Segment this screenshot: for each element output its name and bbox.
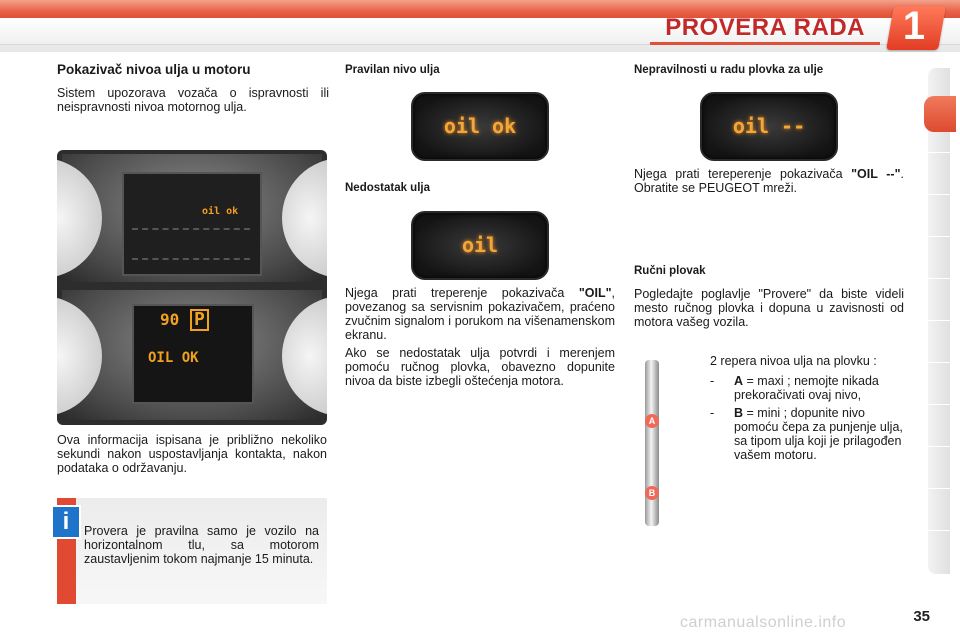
tab-separator — [928, 194, 950, 195]
dipstick-text: Pogledajte poglavlje "Provere" da biste videli mesto ručnog plovka i dopuna u zavisnosti od motora vašeg vozila. — [634, 287, 904, 329]
tab-separator — [928, 320, 950, 321]
level-b-letter: B — [734, 406, 744, 420]
fault-text — [634, 167, 904, 195]
title-underline — [650, 42, 880, 45]
low-oil-text-2: , povezanog sa servisnim pokazivačem, praćeno zvučnim signalom i porukom na višenamenskom ekranu. — [345, 286, 615, 342]
left-gauge-lower — [57, 296, 102, 416]
heading-dipstick: Ručni plovak — [634, 265, 706, 277]
intro-text: Sistem upozorava vozača o ispravnosti ili neispravnosti nivoa motornog ulja. — [57, 86, 329, 114]
tab-separator — [928, 530, 950, 531]
instrument-cluster-image — [57, 150, 327, 425]
chapter-tabs[interactable] — [928, 68, 950, 574]
tab-separator — [928, 488, 950, 489]
low-oil-heading-block — [345, 181, 617, 195]
low-oil-text — [345, 286, 615, 342]
left-gauge — [57, 158, 102, 278]
note-text: Provera je pravilna samo je vozilo na horizontalnom tlu, sa motorom zaustavljenim tokom najmanje 15 minuta. — [84, 524, 319, 566]
cluster-upper-oil-text: oil ok — [202, 206, 239, 217]
cluster-lower-panel — [62, 290, 322, 420]
page-number: 35 — [913, 608, 930, 625]
tab-separator — [928, 362, 950, 363]
levels-intro: 2 repera nivoa ulja na plovku : — [710, 354, 877, 368]
level-a-letter: A — [734, 374, 744, 388]
info-icon: i — [51, 505, 81, 539]
dipstick-image — [645, 360, 659, 526]
warning-lamps-row — [132, 228, 250, 260]
oil-ok-display-text: oil ok — [443, 114, 517, 138]
tab-separator — [928, 446, 950, 447]
cluster-upper-screen — [122, 172, 262, 276]
fault-description — [634, 167, 904, 195]
low-oil-code: "OIL" — [578, 286, 612, 300]
right-column — [634, 63, 906, 77]
page-header — [0, 0, 960, 52]
left-column — [57, 63, 329, 114]
fault-code: "OIL --" — [851, 167, 901, 181]
low-oil-confirm-text: Ako se nedostatak ulja potvrdi i merenjem pomoću ručnog plovka, obavezno dopunite nivoa da biste izbegli oštećenja motora. — [345, 346, 615, 388]
levels-list — [710, 374, 905, 462]
heading-oil-low: Nedostatak ulja — [345, 182, 430, 194]
cluster-lower-screen — [132, 304, 254, 404]
fault-text-2: . Obratite se PEUGEOT mreži. — [634, 167, 904, 195]
cluster-upper-panel — [62, 154, 322, 282]
fault-text-1: Njega prati tereperenje pokazivača — [634, 167, 843, 181]
watermark: carmanualsonline.info — [680, 614, 847, 631]
info-paragraph — [57, 433, 327, 475]
oil-ok-display — [411, 92, 549, 161]
chapter-number: 1 — [902, 4, 926, 48]
tab-separator — [928, 152, 950, 153]
level-b-text: = mini ; dopunite nivo pomoću čepa za punjenje ulja, sa tipom ulja koji je prilagođen vašem motoru. — [734, 406, 903, 462]
cluster-value: 90 — [160, 310, 180, 329]
dipstick-levels — [710, 354, 905, 466]
info-text: Ova informacija ispisana je približno nekoliko sekundi nakon uspostavljanja kontakta, nakon podataka o održavanju. — [57, 433, 327, 475]
list-dash: - — [710, 406, 715, 420]
right-gauge — [282, 158, 327, 278]
low-oil-description — [345, 286, 615, 388]
active-chapter-tab[interactable] — [924, 96, 956, 132]
middle-column — [345, 63, 617, 77]
tab-separator — [928, 236, 950, 237]
page-title: PROVERA RADA — [665, 14, 865, 41]
cluster-lower-oil-text: OIL OK — [148, 350, 199, 366]
heading-oil-ok: Pravilan nivo ulja — [345, 64, 440, 76]
level-a-text: = maxi ; nemojte nikada prekoračivati ovaj nivo, — [734, 374, 879, 402]
oil-fault-display — [700, 92, 838, 161]
list-dash: - — [710, 374, 715, 388]
oil-low-display-text: oil — [461, 233, 499, 257]
dipstick-mark-b: B — [645, 486, 659, 500]
oil-fault-display-text: oil -- — [732, 114, 806, 138]
tab-separator — [928, 278, 950, 279]
oil-low-display — [411, 211, 549, 280]
low-oil-text-1: Njega prati treperenje pokazivača — [345, 286, 565, 300]
dipstick-mark-a: A — [645, 414, 659, 428]
note-box — [57, 498, 327, 604]
cluster-gear: P — [190, 309, 209, 331]
right-gauge-lower — [282, 296, 327, 416]
heading-gauge-fault: Nepravilnosti u radu plovka za ulje — [634, 64, 824, 76]
dipstick-section — [634, 264, 904, 329]
tab-separator — [928, 404, 950, 405]
section-heading: Pokazivač nivoa ulja u motoru — [57, 62, 251, 77]
level-a-item — [710, 374, 905, 402]
level-b-item — [710, 406, 905, 462]
